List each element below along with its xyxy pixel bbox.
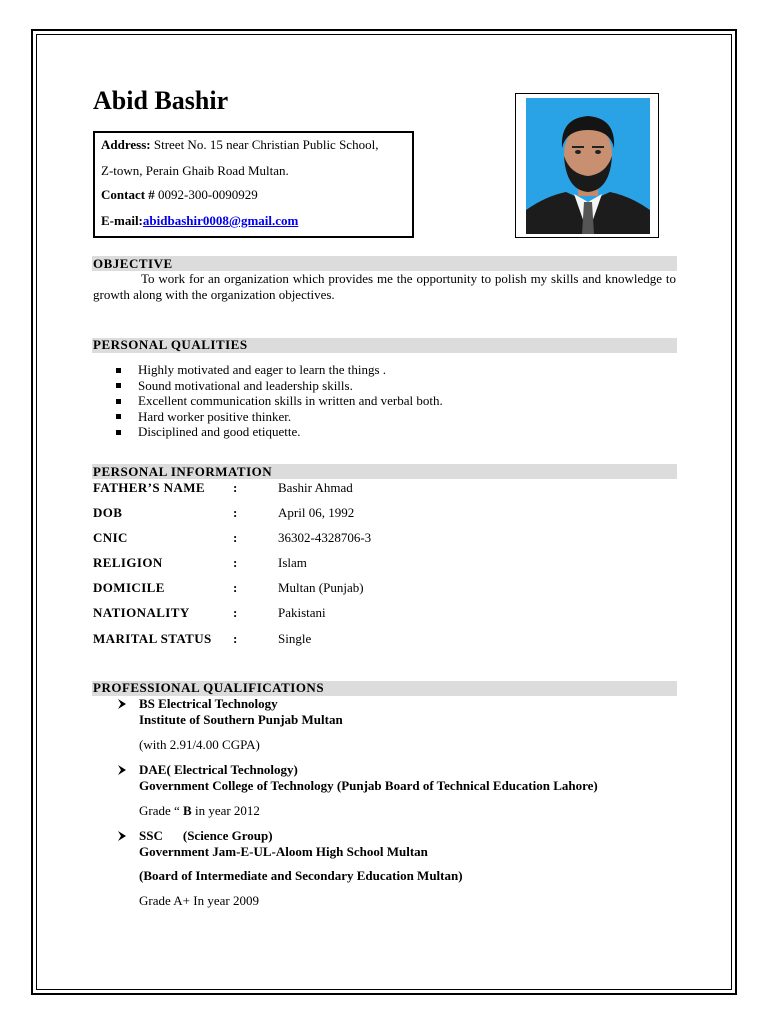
personal-information-title: PERSONAL INFORMATION bbox=[93, 464, 273, 479]
qualification-detail: Grade “ B in year 2012 bbox=[139, 803, 260, 818]
bullet-icon bbox=[116, 383, 121, 388]
list-item: Hard worker positive thinker. bbox=[116, 409, 443, 425]
qualification-detail: (with 2.91/4.00 CGPA) bbox=[139, 737, 260, 752]
personal-qualities-list bbox=[116, 362, 443, 440]
qualification-institute: Institute of Southern Punjab Multan bbox=[139, 712, 343, 727]
contact-box bbox=[93, 131, 414, 238]
email-label: E-mail: bbox=[101, 213, 143, 228]
objective-title: OBJECTIVE bbox=[93, 256, 173, 271]
profile-photo bbox=[526, 98, 650, 234]
arrow-bullet-icon bbox=[116, 697, 128, 711]
qualification-degree: SSC (Science Group) bbox=[139, 828, 273, 843]
address-line-2: Z-town, Perain Ghaib Road Multan. bbox=[101, 163, 289, 178]
email-link[interactable]: abidbashir0008@gmail.com bbox=[142, 213, 299, 228]
bullet-icon bbox=[116, 399, 121, 404]
qualification-degree: DAE( Electrical Technology) bbox=[139, 762, 298, 777]
list-item: Excellent communication skills in written and verbal both. bbox=[116, 393, 443, 409]
contact-line bbox=[101, 187, 258, 203]
objective-bar bbox=[92, 256, 677, 271]
qualification-institute: Government Jam-E-UL-Aloom High School Multan bbox=[139, 844, 428, 859]
profile-photo-frame bbox=[515, 93, 659, 238]
objective-paragraph bbox=[93, 271, 676, 303]
list-item: Highly motivated and eager to learn the things . bbox=[116, 362, 443, 378]
objective-text: To work for an organization which provides me the opportunity to polish my skills and knowledge to growth along with the organization objectives. bbox=[93, 271, 676, 302]
email-line bbox=[101, 213, 298, 229]
qualification-degree: BS Electrical Technology bbox=[139, 696, 278, 711]
personal-qualities-title: PERSONAL QUALITIES bbox=[93, 337, 248, 352]
contact-label: Contact # bbox=[101, 187, 155, 202]
qualification-board: (Board of Intermediate and Secondary Education Multan) bbox=[139, 868, 463, 883]
qualification-institute: Government College of Technology (Punjab Board of Technical Education Lahore) bbox=[139, 778, 598, 793]
list-item: Sound motivational and leadership skills. bbox=[116, 378, 443, 394]
bullet-icon bbox=[116, 430, 121, 435]
arrow-bullet-icon bbox=[116, 829, 128, 843]
address-line-1 bbox=[101, 137, 378, 153]
bullet-icon bbox=[116, 368, 121, 373]
list-item: Disciplined and good etiquette. bbox=[116, 424, 443, 440]
contact-value: 0092-300-0090929 bbox=[154, 187, 258, 202]
bullet-icon bbox=[116, 414, 121, 419]
qualification-detail: Grade A+ In year 2009 bbox=[139, 893, 259, 908]
address-label: Address: bbox=[101, 137, 151, 152]
address-value-1: Street No. 15 near Christian Public School, bbox=[150, 137, 379, 152]
arrow-bullet-icon bbox=[116, 763, 128, 777]
candidate-name: Abid Bashir bbox=[93, 86, 229, 115]
professional-qualifications-title: PROFESSIONAL QUALIFICATIONS bbox=[93, 680, 325, 695]
